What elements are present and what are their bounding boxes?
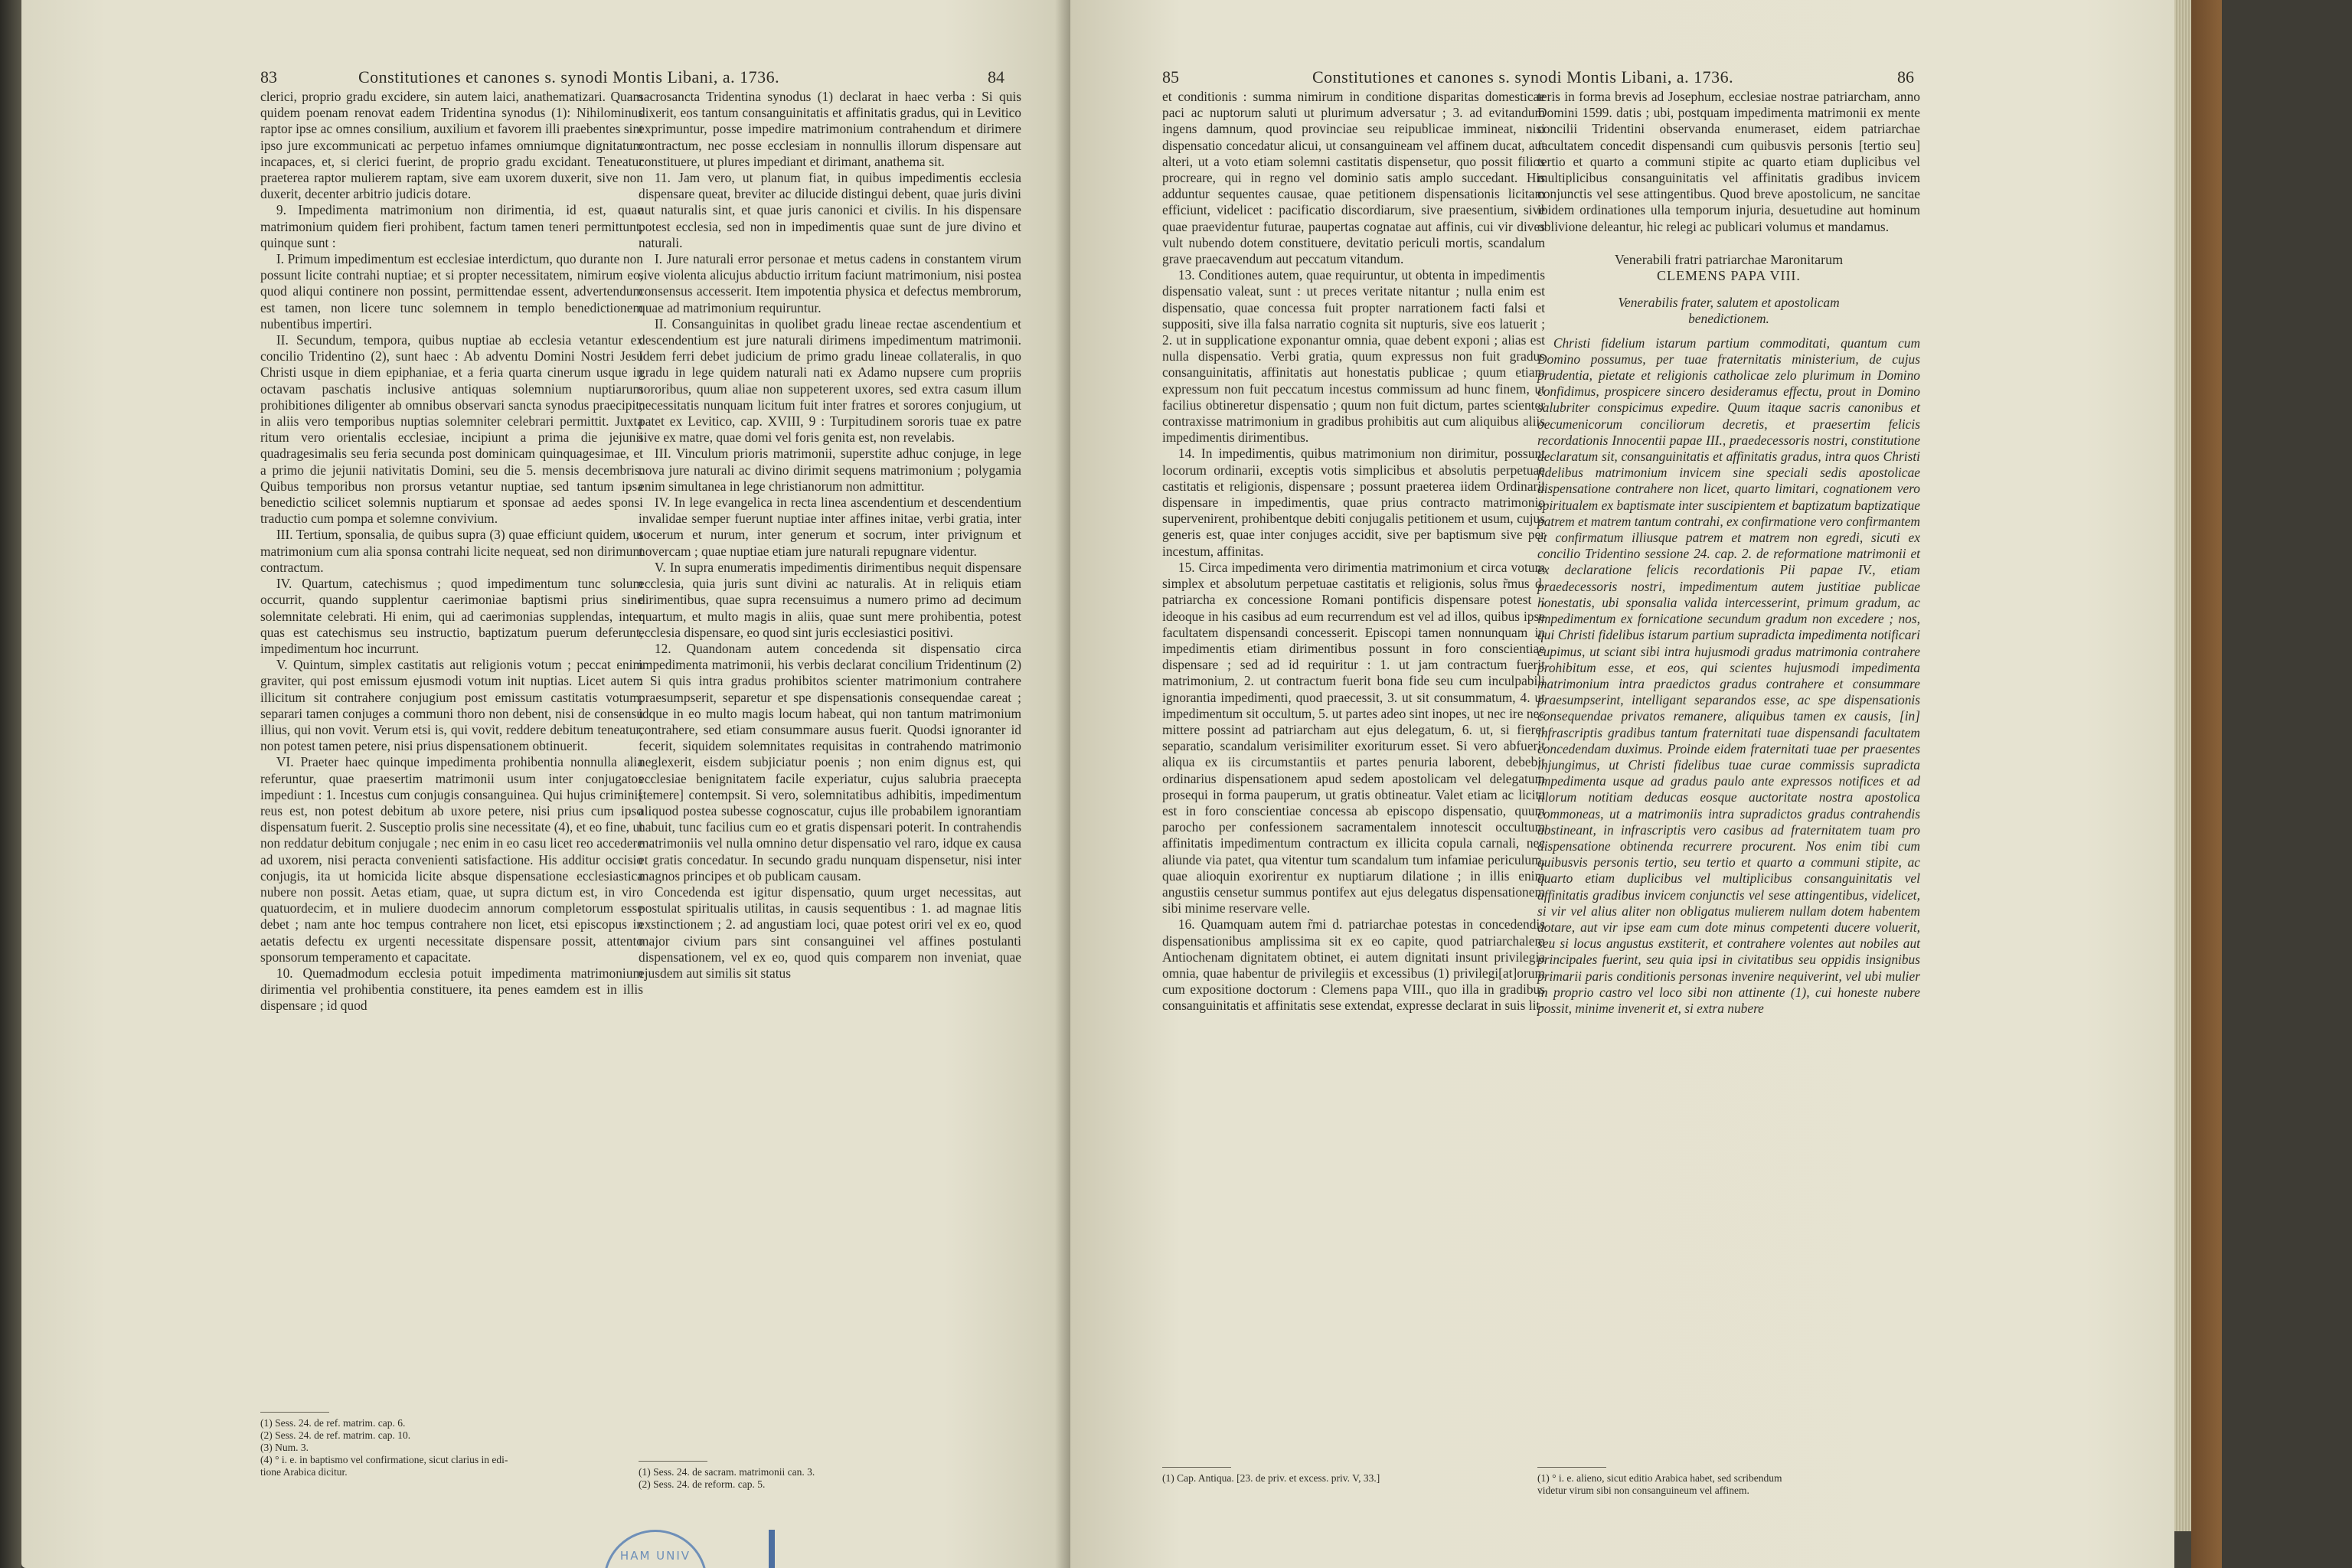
paragraph: 13. Conditiones autem, quae requiruntur, ut obtenta in impedimentis dispensatio valeat, sunt : ut preces veritate nitantur ; nulla enim est dispensatio, quae concessa fuit propter narrationem facti falsi et suppositi, sive illa falsa narratio cognita sit nupturis, sive eos latuerit ; 2. ut in supplicatione exponantur omnia, quae debent exponi ; alias est nulla dispensatio. Verbi gratia, quum expressus non fuit gradus consanguinitatis, affinitatis aut honestatis publicae ; quum etiam expressum non fuit peccatum incestus commissum ad hunc finem, ut facilius obtineretur dispensatio ; quum non fuit dictum, partes scienter contraxisse matrimonium in gradibus prohibitis aut cum aliquibus aliis impedimentis dirimentibus. xyxy=(1162,267,1545,446)
footnote: (2) Sess. 24. de ref. matrim. cap. 10. xyxy=(260,1429,411,1441)
page-number-83: 83 xyxy=(260,67,277,87)
paragraph: V. Quintum, simplex castitatis aut religionis votum ; peccat enim graviter, qui post emissum ejusmodi votum init nuptias. Licet autem illicitum sit contrahere conjugium post emissum castitatis votum, separari tamen conjuges a communi thoro non debent, nisi de consensu illius, qui non vovit. Verum etsi is, qui vovit, reddere debitum teneatur, non potest tamen petere, nisi prius dispensationem obtinuerit. xyxy=(260,657,643,754)
footnote-rule xyxy=(639,1461,707,1462)
paragraph: Concedenda est igitur dispensatio, quum urget necessitas, aut postulat spiritualis utilitas, in causis sequentibus : 1. ad magnae litis exstinctionem ; 2. ad angustiam loci, quae potest oriri vel ex eo, quod major civium pars sint consanguinei vel affines postulanti dispensationem, vel ex eo, quod quis comparem non inveniat, quae ejusdem aut similis sit status xyxy=(639,884,1021,981)
stamp-text: HAM UNIV xyxy=(619,1549,691,1563)
footnotes-column-4 xyxy=(1537,1467,1920,1497)
paragraph: 12. Quandonam autem concedenda sit dispensatio circa impedimenta matrimonii, his verbis declarat concilium Tridentinum (2) : Si quis intra gradus prohibitos scienter matrimonium contrahere praesumpserit, separetur et spe dispensationis consequendae careat ; idque in eo multo magis locum habeat, qui non tantum matrimonium contrahere, sed etiam consummare ausus fuerit. Quodsi ignoranter id fecerit, siquidem solemnitates requisitas in contrahendo matrimonio neglexerit, eisdem subjiciatur poenis ; non enim dignus est, qui ecclesiae benignitatem facile experiatur, cujus salubria praecepta [temere] contempsit. Si vero, solemnitatibus adhibitis, impedimentum aliquod postea subesse cognoscatur, cujus ille probabilem ignorantiam habuit, tunc facilius cum eo et gratis dispensari poterit. In contrahendis matrimoniis vel nulla omnino detur dispensatio vel raro, idque ex causa et gratis concedatur. In secundo gradu nunquam dispensetur, nisi inter magnos principes et ob publicam causam. xyxy=(639,640,1021,884)
footnote: (3) Num. 3. xyxy=(260,1442,309,1453)
footnote: tione Arabica dicitur. xyxy=(260,1466,348,1478)
paragraph: IV. In lege evangelica in recta linea ascendentium et descendentium invalidae semper fuerunt nuptiae inter affines initae, verbi gratia, inter socerum et nurum, inter generum et socrum, inter privignum et novercam ; quae nuptiae etiam jure naturali repugnare videntur. xyxy=(639,495,1021,559)
footnote-rule xyxy=(1537,1467,1606,1468)
footnote: (4) ° i. e. in baptismo vel confirmatione, sicut clarius in edi- xyxy=(260,1454,508,1465)
footnotes-column-2 xyxy=(639,1461,1021,1491)
paragraph: 14. In impedimentis, quibus matrimonium non dirimitur, possunt locorum ordinarii, exceptis votis simplicibus et absolutis perpetuae castitatis et religionis, dispensare ; possunt praeterea iidem Ordinarii dispensare in impedimentis, quae prius contracto matrimonio supervenirent, prohibentque debiti conjugalis petitionem et usum, cujus generis est, quae inter conjuges accidit, sive per baptismum sive per incestum, affinitas. xyxy=(1162,446,1545,559)
paragraph: clerici, proprio gradu excidere, sin autem laici, anathematizari. Quam quidem poenam renovat eadem Tridentina synodus (1): Nihilominus raptor ipse ac omnes consilium, auxilium et favorem illi praebentes sint ipso jure excommunicati ac perpetuo infames omniumque dignitatum incapaces, et, si clerici fuerint, de proprio gradu excidant. Teneatur praeterea raptor mulierem raptam, sive eam uxorem duxerit, sive non duxerit, decenter arbitrio judicis dotare. xyxy=(260,89,643,202)
paragraph: I. Jure naturali error personae et metus cadens in constantem virum sive violenta alicujus abductio irritum faciunt matrimonium, nisi postea consensus accesserit. Item impotentia physica et defectus membrorum, quae ad matrimonium requiruntur. xyxy=(639,251,1021,315)
text-column-4 xyxy=(1537,89,1920,1017)
footnote: (1) Sess. 24. de ref. matrim. cap. 6. xyxy=(260,1417,406,1429)
letter-salutation: Venerabilis frater, salutem et apostolicam benedictionem. xyxy=(1618,295,1840,327)
page-number-85: 85 xyxy=(1162,67,1179,87)
footnotes-left xyxy=(260,1412,643,1478)
footnote: (1) Sess. 24. de sacram. matrimonii can. 3. xyxy=(639,1466,815,1478)
paragraph: VI. Praeter haec quinque impedimenta prohibentia nonnulla alia referuntur, quae praesertim matrimonii usum inter conjugatos impediunt : 1. Incestus cum conjugis consanguinea. Qui hujus criminis reus est, non potest debitum ab uxore petere, nisi prius cum ipso dispensatum fuerit. 2. Susceptio prolis sine necessitate (4), et eo fine, ut non reddatur debitum conjugale ; nec enim in eo casu licet reo accedere ad uxorem, nisi peracta convenienti satisfactione. His additur occisio conjugis, ita ut homicida licite absque dispensatione ecclesiastica nubere non possit. Aetas etiam, quae, ut supra dictum est, in viro quatuordecim, et in muliere duodecim annorum completorum esse debet ; nam ante hoc tempus contrahere non licet, etsi episcopus in aetatis defectu ex urgenti necessitate dispensare possit, attento sponsorum temperamento et capacitate. xyxy=(260,754,643,965)
page-number-86: 86 xyxy=(1897,67,1914,87)
paragraph: IV. Quartum, catechismus ; quod impedimentum tunc solum occurrit, quando supplentur caerimoniae baptismi prius sine solemnitate celebrati. Hi enim, qui ad caerimonias supplendas, inter quas est catechismus seu instructio, baptizatum puerum deferunt, impedimentum hoc incurrunt. xyxy=(260,576,643,656)
paragraph: V. In supra enumeratis impedimentis dirimentibus nequit dispensare ecclesia, quia juris sunt divini ac naturalis. At in reliquis etiam dirimentibus, quae supra recensuimus a numero primo ad decimum quartum, et multo magis in aliis, quae sunt mere prohibentia, potest ecclesia dispensare, eo quod sint juris ecclesiastici positivi. xyxy=(639,559,1021,640)
paragraph: II. Secundum, tempora, quibus nuptiae ab ecclesia vetantur ex concilio Tridentino (2), sunt haec : Ab adventu Domini Nostri Jesu Christi usque in diem epiphaniae, et a feria quarta cinerum usque in octavam paschatis inclusive antiquas solemnium nuptiarum prohibitiones diligenter ab omnibus observari sancta synodus praecipit; in aliis vero temporibus nuptias solemniter celebrari permittit. Juxta ritum vero orientalis ecclesiae, incipiunt a prima die jejunii quadragesimalis seu feria secunda post dominicam quinquagesimae, et a primo die jejunii nativitatis Domini, seu die 5. mensis decembris. Quibus temporibus non prorsus vetantur nuptiae, sed tantum ipsa benedictio scilicet solemnis nuptiarum et sponsae ad aedes sponsi traductio cum pompa et solemne convivium. xyxy=(260,332,643,527)
paragraph: II. Consanguinitas in quolibet gradu lineae rectae ascendentium et descendentium est jure naturali dirimens impedimentum matrimonii. Idem ferri debet judicium de primo gradu lineae collateralis, in quo gradu in lege quidem naturali nati ex Adamo nupsere cum propriis sororibus, quum aliae non suppeterent uxores, sed extra casum illum necessitatis nunquam licitum fuit inter fratres et sorores conjugium, ut patet ex Levitico, cap. XVIII, 9 : Turpitudinem sororis tuae ex patre sive ex matre, quae domi vel foris genita est, non revelabis. xyxy=(639,315,1021,446)
letter-body: Christi fidelium istarum partium commoditati, quantum cum Domino possumus, per tuae fraternitatis ministerium, de cujus prudentia, pietate et religionis catholicae zelo plurimum in Domino confidimus, prospicere sincero desideramus effectu, prout in Domino salubriter conspicimus expedire. Quum itaque sacris canonibus et oecumenicorum conciliorum decretis, et praesertim felicis recordationis Innocentii papae III., praedecessoris nostri, constitutione declaratum sit, consanguinitatis et affinitatis gradus, intra quos Christi fidelibus matrimonium invicem sine speciali sedis apostolicae dispensatione contrahere non licet, quarto limitari, cognationem vero spiritualem ex baptismate inter suscipientem et baptizatum baptizatique patrem et matrem tantum contrahi, ex confirmatione vero confirmantem et confirmatum illiusque patrem et matrem non egredi, sicuti ex concilio Tridentino sessione 24. cap. 2. de reformatione matrimonii et ex declaratione felicis recordationis Pii papae IV., etiam praedecessoris nostri, impedimentum autem justitiae publicae honestatis, ubi sponsalia valida intercesserint, primum gradum, ac impedimentum ex fornicatione secundum gradum non excedere ; nos, qui Christi fidelibus istarum partium supradicta impedimenta notificari cupimus, ut sciant sibi intra hujusmodi gradus matrimonia contrahere prohibitum esse, et eos, qui scientes hujusmodi impedimenta matrimonium intra praedictos gradus contrahere et consummare praesumpserint, intelligant separandos esse, ac spe dispensationis consequendae privatos remanere, aliquibus tamen ex causis, [in] infrascriptis gradibus tantum fraternitati tuae dispensandi facultatem concedendam duximus. Proinde eidem fraternitati tuae per praesentes injungimus, ut Christi fidelibus tuae curae commissis supradicta impedimenta usque ad gradus paulo ante expressos notifices et ad illorum notitiam deducas eosque auctoritate nostra apostolica commoneas, ut a matrimoniis intra supradictos gradus contrahendis abstineant, in infrascriptis vero casibus ad fraternitatem tuam pro dispensatione obtinenda recurrere procurent. Nos enim tibi cum quibusvis personis tertio, seu tertio et quarto a communi stipite, ac quarto etiam duplicibus vel multiplicibus consanguinitatis vel affinitatis gradibus invicem conjunctis vel sese attingentibus, videlicet, si vir vel alius aliter non obligatus mulierem nullam dotem habentem dotare, aut vir ipse eam cum dote minus competenti ducere voluerit, seu si locus angustus exstiterit, et contrahere volentes aut nobiles aut principales fuerint, seu quia ipsi in civitatibus seu oppidis insignibus primarii paris conditionis personas invenire nequiverint, vel ubi mulier in proprio castro vel loco sibi non attinente (1), cui honeste nubere possit, minime invenerit et, si extra nubere xyxy=(1537,335,1920,1016)
paragraph: et conditionis : summa nimirum in conditione disparitas domesticae paci ac nuptorum saluti ut plurimum adversatur ; 3. ad evitandum ingens damnum, quod provinciae seu reipublicae immineat, nisi dispensatio concedatur alicui, ut consanguineam vel affinem ducat, aut alteri, ut a voto etiam solemni castitatis dispensetur, quo possit filios procreare, qui in regno vel dominio satis amplo succedant. His adduntur sequentes causae, quae petitionem dispensationis licitam efficiunt, videlicet : pacificatio discordiarum, sive praesentium, sive quae praevidentur futurae, paupertas cognatae aut affinis, cui vir dives vult nubendo dotem constituere, devitatio periculi mortis, scandalum grave praecavendum aut peccatum vitandum. xyxy=(1162,89,1545,267)
book-edge-left xyxy=(0,0,21,1568)
footnote: (1) Cap. Antiqua. [23. de priv. et excess. priv. V, 33.] xyxy=(1162,1472,1380,1484)
footnote: (1) ° i. e. alieno, sicut editio Arabica habet, sed scribendum xyxy=(1537,1472,1782,1484)
footnote-rule xyxy=(260,1412,329,1413)
footnotes-column-3 xyxy=(1162,1467,1545,1485)
paragraph: 15. Circa impedimenta vero dirimentia matrimonium et circa votum simplex et absolutum perpetuae castitatis et religionis, solus r̃mus d. patriarcha ex concessione Romani pontificis dispensare potest ; ideoque in his casibus ad eum recurrendum est vel ad illos, quibus ipse facultatem dispensandi concesserit. Episcopi tamen nonnunquam in impedimentis etiam dirimentibus possunt in foro conscientiae dispensare ; sed ad id requiritur : 1. ut jam contractum fuerit matrimonium, 2. ut contractum fuerit bona fide seu cum inculpabili ignorantia impedimenti, quod praecessit, 3. ut sit consummatum, 4. ut impedimentum sit occultum, 5. ut partes adeo sint inopes, ut nec ire nec mittere possint ad patriarcham aut ejus delegatum, 6. ut, si fieret separatio, scandalum verisimiliter exoriturum esset. Si vero abfuerit aliqua ex iis circumstantiis et partes penuria laborent, debebit ordinarius dispensationem apud sedem apostolicam vel delegatum prosequi in forma pauperum, ut gratis obtineatur. Valet etiam ac licita est in foro conscientiae concessa ab episcopo dispensatio, quum parocho per confessionem sacramentalem innotescit occultum affinitatis impedimentum contractum ex illicita copula carnali, nec aliunde via patet, qua vitentur tum scandalum tum infamiae periculum, quae alioquin exorirentur ex nuptiarum dilatione ; in illis enim angustiis censetur summus pontifex aut ejus delegatus dispensationem sibi minime reservare velle. xyxy=(1162,559,1545,916)
ink-mark xyxy=(769,1530,775,1568)
col4-intro: teris in forma brevis ad Josephum, ecclesiae nostrae patriarcham, anno Domini 1599. datis ; ubi, postquam impedimenta matrimonii ex mente concilii Tridentini observanda enumeraset, eidem patriarchae facultatem concedit dispensandi cum quibusvis personis [tertio seu] tertio et quarto a communi stipite ac quarto etiam duplicibus vel multiplicibus consanguinitatis vel affinitatis gradibus invicem conjunctis vel sese attingentibus. Quod breve apostolicum, ne sancitae ibidem ordinationes ulla temporum injuria, desuetudine aut hominum oblivione deleantur, hic relegi ac publicari volumus et mandamus. xyxy=(1537,89,1920,234)
running-title-right: Constitutiones et canones s. synodi Montis Libani, a. 1736. xyxy=(1312,67,1734,87)
text-column-2 xyxy=(639,89,1021,982)
paragraph: 10. Quemadmodum ecclesia potuit impedimenta matrimonium dirimentia vel prohibentia constituere, ita penes eamdem est in illis dispensare ; id quod xyxy=(260,965,643,1014)
paragraph: 9. Impedimenta matrimonium non dirimentia, id est, quae matrimonium quidem fieri prohibent, factum tamen teneri permittunt, quinque sunt : xyxy=(260,202,643,250)
running-title-left: Constitutiones et canones s. synodi Montis Libani, a. 1736. xyxy=(358,67,780,87)
leather-cover xyxy=(2191,0,2222,1568)
page-number-84: 84 xyxy=(988,67,1004,87)
right-page xyxy=(1070,0,2174,1568)
paragraph: III. Vinculum prioris matrimonii, superstite adhuc conjuge, in lege nova jure naturali ac divino dirimit sequens matrimonium ; polygamia enim simultanea in lege christianorum non admittitur. xyxy=(639,446,1021,494)
text-column-1 xyxy=(260,89,643,1014)
background-shadow xyxy=(2222,0,2352,1568)
paragraph: 11. Jam vero, ut planum fiat, in quibus impedimentis ecclesia dispensare queat, breviter ac dilucide distingui debent, quae juris divini aut naturalis sint, et quae juris canonici et civilis. In his dispensare potest ecclesia, sed non in impedimentis quae sunt de jure divino et naturali. xyxy=(639,170,1021,250)
text-column-3 xyxy=(1162,89,1545,1014)
paragraph: 16. Quamquam autem r̃mi d. patriarchae potestas in concedendis dispensationibus amplissima sit ex eo capite, quod patriarchalem Antiochenam dignitatem obtinet, ei autem dignitati insunt privilegia omnia, quae habentur de privilegiis et excessibus (1) privilegi[at]orum cum expositione doctorum : Clemens papa VIII., quo illa in gradibus consanguinitatis et affinitatis sese extendat, expresse declarat in suis lit- xyxy=(1162,916,1545,1014)
footnote: (2) Sess. 24. de reform. cap. 5. xyxy=(639,1478,766,1490)
paragraph: III. Tertium, sponsalia, de quibus supra (3) quae efficiunt quidem, ut matrimonium cum alia sponsa contrahi licite nequeat, sed non dirimunt contractum. xyxy=(260,527,643,575)
footnote-rule xyxy=(1162,1467,1231,1468)
paragraph: I. Primum impedimentum est ecclesiae interdictum, quo durante non possunt licite contrahi nuptiae; et si propter necessitatem, nimirum eo, quod aliqui continere non possint, permittendae essent, advertendum est tamen, non licere tunc solemnem in templo benedictionem nubentibus impertiri. xyxy=(260,251,643,332)
letter-address: Venerabili fratri patriarchae Maronitarum xyxy=(1614,251,1844,267)
paragraph: sacrosancta Tridentina synodus (1) declarat in haec verba : Si quis dixerit, eos tantum consanguinitatis et affinitatis gradus, qui in Levitico exprimuntur, posse impedire matrimonium contrahendum et dirimere contractum, nec posse ecclesiam in nonnullis illorum dispensare aut constituere, ut plures impediant et dirimant, anathema sit. xyxy=(639,89,1021,169)
page-edges xyxy=(2174,0,2191,1531)
library-stamp xyxy=(603,1530,707,1568)
book-binding xyxy=(2174,0,2352,1568)
footnote: videtur virum sibi non consanguineum vel affinem. xyxy=(1537,1485,1749,1496)
letter-sender: CLEMENS PAPA VIII. xyxy=(1657,268,1801,284)
left-page xyxy=(21,0,1070,1568)
